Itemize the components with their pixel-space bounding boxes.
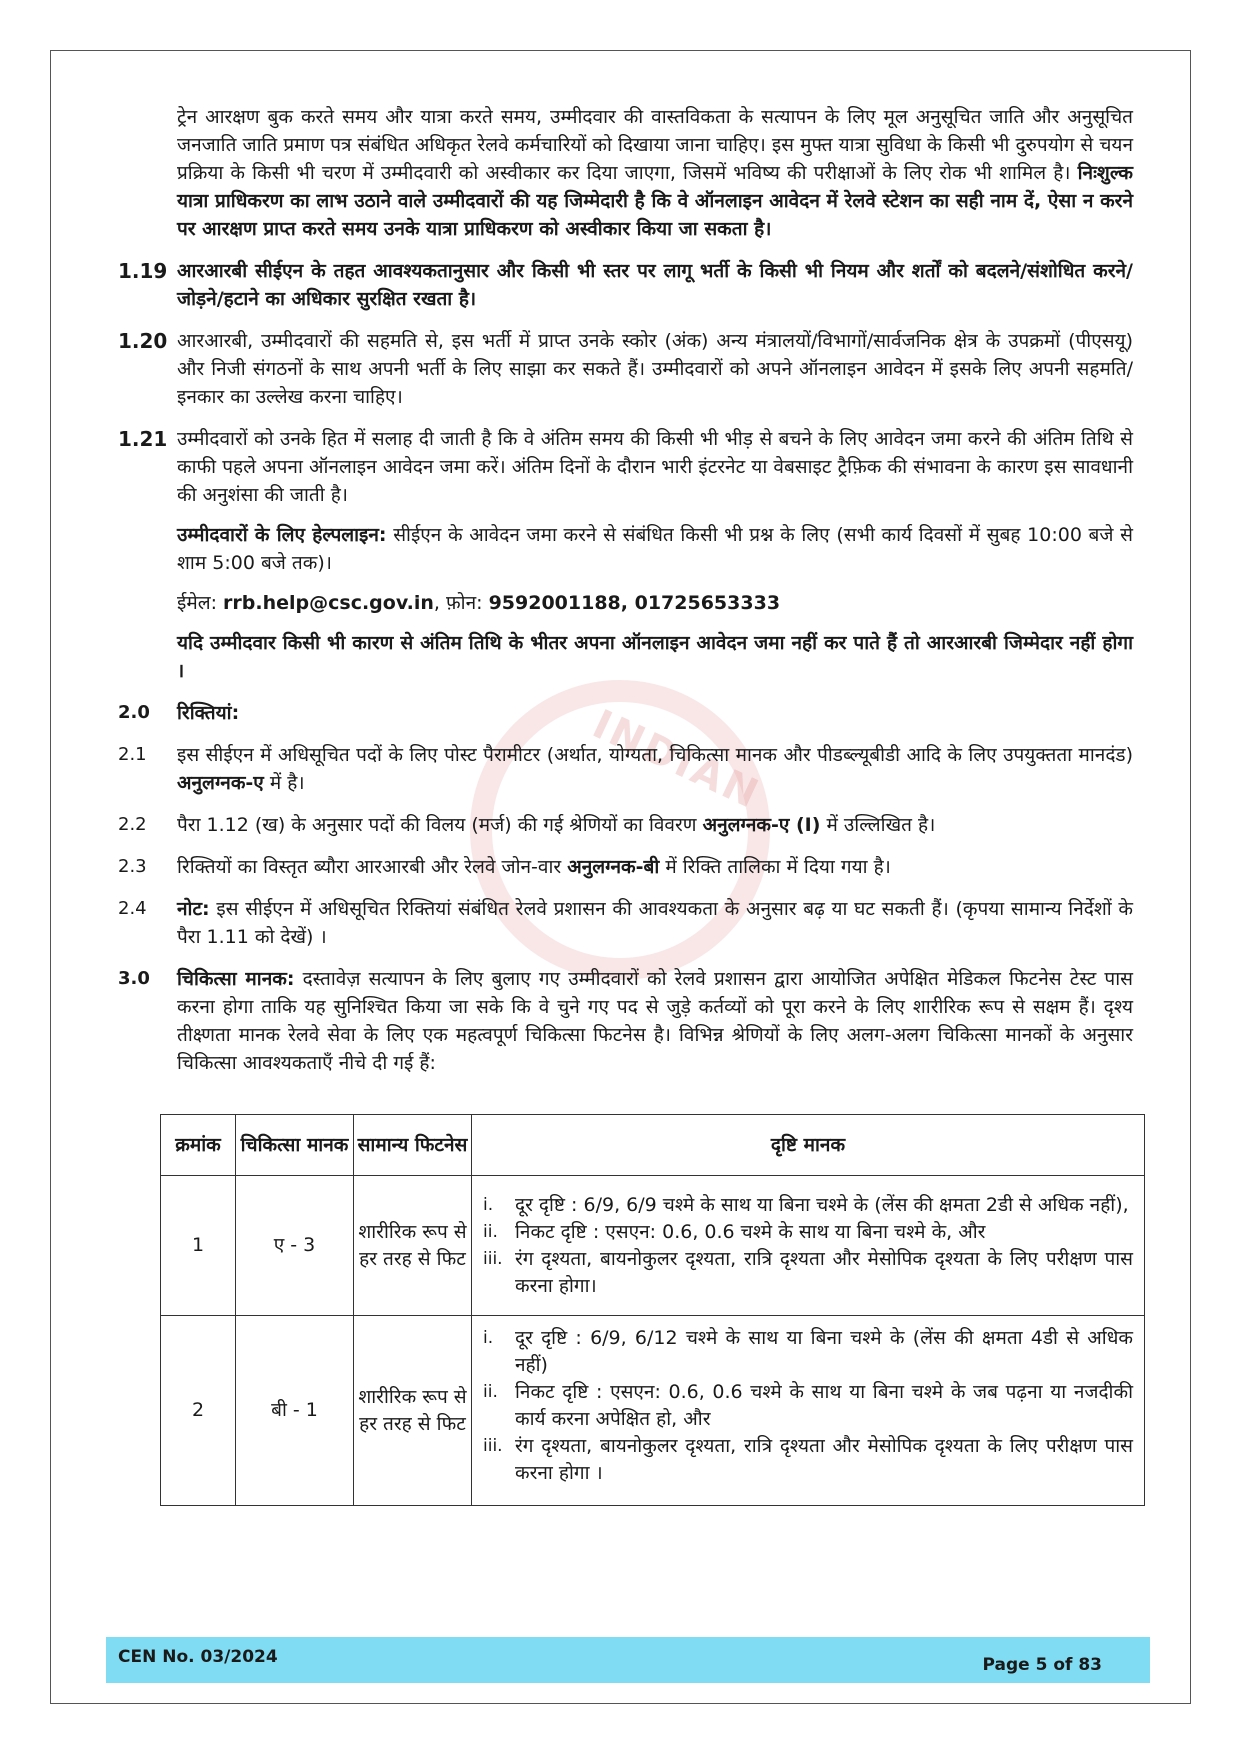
section-number: 2.1 [118, 744, 147, 765]
item-number: iii. [483, 1248, 503, 1269]
vision-item [483, 1433, 1133, 1487]
section-number: 1.19 [118, 259, 168, 283]
section-number: 2.3 [118, 856, 147, 877]
annexure-ref: अनुलग्नक-बी [567, 856, 660, 878]
cell-fitness: शारीरिक रूप से हर तरह से फिट [354, 1316, 472, 1506]
section-3-0 [118, 965, 1133, 1077]
section-1-21 [118, 425, 1133, 509]
section-number: 2.2 [118, 814, 147, 835]
table-row [161, 1316, 1145, 1506]
section-body [177, 811, 1133, 839]
section-number: 3.0 [118, 968, 150, 989]
cell-vision [472, 1176, 1145, 1316]
vision-item [483, 1192, 1133, 1219]
section-2-0 [118, 699, 1133, 727]
intro-bold-text: निःशुल्क यात्रा प्राधिकरण का लाभ उठाने वाले उम्मीदवारों की यह जिम्मेदारी है कि वे ऑनलाइन आवेदन में रेलवे स्टेशन का सही नाम दें, ऐसा न करने पर आरक्षण प्राप्त करते समय उनके यात्रा प्राधिकरण को अस्वीकार किया जा सकता है। [177, 162, 1133, 240]
section-tail: में उल्लिखित है। [826, 814, 936, 836]
helpline-text: सीईएन के आवेदन जमा करने से संबंधित किसी भी प्रश्न के लिए (सभी कार्य दिवसों में सुबह 10:00 बजे से शाम 5:00 बजे तक)। [177, 524, 1134, 574]
contact-paragraph [177, 589, 1133, 617]
email-label: ईमेल: [177, 592, 217, 614]
section-tail: में है। [269, 772, 305, 794]
vision-item [483, 1379, 1133, 1433]
vision-item [483, 1246, 1133, 1300]
section-1-20 [118, 327, 1133, 411]
cell-vision [472, 1316, 1145, 1506]
section-text: उम्मीदवारों को उनके हित में सलाह दी जाती है कि वे अंतिम समय की किसी भी भीड़ से बचने के लिए आवेदन जमा करने की अंतिम तिथि से काफी पहले अपना ऑनलाइन आवेदन जमा करें। अंतिम दिनों के दौरान भारी इंटरनेट या वेबसाइट ट्रैफ़िक की संभावना के कारण इस सावधानी की अनुशंसा की जाती है। [177, 428, 1133, 506]
item-text: दूर दृष्टि : 6/9, 6/9 चश्मे के साथ या बिना चश्मे के (लेंस की क्षमता 2डी से अधिक नहीं), [515, 1193, 1129, 1216]
item-number: iii. [483, 1436, 503, 1456]
item-text: रंग दृश्यता, बायनोकुलर दृश्यता, रात्रि दृश्यता और मेसोपिक दृश्यता के लिए परीक्षण पास करना होगा। [515, 1247, 1133, 1297]
item-number: i. [483, 1194, 494, 1215]
watermark-text: INDIAN [585, 701, 768, 819]
section-2-4 [118, 895, 1133, 951]
header-general-fitness: सामान्य फिटनेस [354, 1115, 472, 1176]
disclaimer-paragraph: यदि उम्मीदवार किसी भी कारण से अंतिम तिथि के भीतर अपना ऑनलाइन आवेदन जमा नहीं कर पाते हैं तो आरआरबी जिम्मेदार नहीं होगा । [177, 632, 1133, 682]
section-2-1 [118, 741, 1133, 797]
section-text: आरआरबी सीईएन के तहत आवश्यकतानुसार और किसी भी स्तर पर लागू भर्ती के किसी भी नियम और शर्तों को बदलने/संशोधित करने/जोड़ने/हटाने का अधिकार सुरक्षित रखता है। [177, 260, 1133, 310]
header-medical-standard: चिकित्सा मानक [236, 1115, 354, 1176]
section-text: पैरा 1.12 (ख) के अनुसार पदों की विलय (मर्ज) की गई श्रेणियों का विवरण [177, 814, 697, 836]
item-text: निकट दृष्टि : एसएन: 0.6, 0.6 चश्मे के साथ या बिना चश्मे के, और [515, 1220, 986, 1243]
section-number: 2.0 [118, 702, 150, 723]
header-vision-standard: दृष्टि मानक [472, 1115, 1145, 1176]
item-number: i. [483, 1328, 494, 1348]
section-number: 1.20 [118, 329, 168, 353]
section-2-2 [118, 811, 1133, 839]
section-body [177, 741, 1133, 797]
item-text: दूर दृष्टि : 6/9, 6/12 चश्मे के साथ या बिना चश्मे के (लेंस की क्षमता 4डी से अधिक नहीं) [515, 1327, 1133, 1376]
item-text: निकट दृष्टि : एसएन: 0.6, 0.6 चश्मे के साथ या बिना चश्मे के जब पढ़ना या नजदीकी कार्य करना अपेक्षित हो, और [515, 1381, 1133, 1430]
cen-number: CEN No. 03/2024 [118, 1647, 278, 1667]
section-title: रिक्तियां: [177, 702, 240, 724]
item-number: ii. [483, 1221, 498, 1242]
section-tail: में रिक्ति तालिका में दिया गया है। [665, 856, 891, 878]
header-sno: क्रमांक [161, 1115, 236, 1176]
table-header-row [161, 1115, 1145, 1176]
phone-numbers: 9592001188, 01725653333 [488, 592, 781, 614]
section-number: 1.21 [118, 427, 168, 451]
cell-standard: ए - 3 [236, 1176, 354, 1316]
item-text: रंग दृश्यता, बायनोकुलर दृश्यता, रात्रि दृश्यता और मेसोपिक दृश्यता के लिए परीक्षण पास करना होगा । [515, 1435, 1133, 1484]
table-row [161, 1176, 1145, 1316]
intro-paragraph [177, 103, 1133, 243]
cell-sno: 1 [161, 1176, 236, 1316]
email-link[interactable]: rrb.help@csc.gov.in [223, 592, 434, 614]
cell-fitness: शारीरिक रूप से हर तरह से फिट [354, 1176, 472, 1316]
section-text: आरआरबी, उम्मीदवारों की सहमति से, इस भर्ती में प्राप्त उनके स्कोर (अंक) अन्य मंत्रालयों/विभागों/सार्वजनिक क्षेत्र के उपक्रमों (पीएसयू) और निजी संगठनों के साथ अपनी भर्ती के लिए साझा कर सकते हैं। उम्मीदवारों को अपने ऑनलाइन आवेदन में इसके लिए अपनी सहमति/इनकार का उल्लेख करना चाहिए। [177, 330, 1133, 408]
section-text: दस्तावेज़ सत्यापन के लिए बुलाए गए उम्मीदवारों को रेलवे प्रशासन द्वारा आयोजित अपेक्षित मेडिकल फिटनेस टेस्ट पास करना होगा ताकि यह सुनिश्चित किया जा सके कि वे चुने गए पद से जुड़े कर्तव्यों को पूरा करने के लिए शारीरिक रूप से सक्षम हैं। दृश्य तीक्ष्णता मानक रेलवे सेवा के लिए एक महत्वपूर्ण चिकित्सा फिटनेस है। विभिन्न श्रेणियों के लिए अलग-अलग चिकित्सा मानकों के अनुसार चिकित्सा आवश्यकताएँ नीचे दी गई हैं: [177, 968, 1133, 1074]
section-title: चिकित्सा मानक: [177, 968, 295, 990]
section-number: 2.4 [118, 898, 147, 919]
intro-text: ट्रेन आरक्षण बुक करते समय और यात्रा करते समय, उम्मीदवार की वास्तविकता के सत्यापन के लिए मूल अनुसूचित जाति और अनुसूचित जनजाति जाति प्रमाण पत्र संबंधित अधिकृत रेलवे कर्मचारियों को दिखाया जाना चाहिए। इस मुफ्त यात्रा सुविधा के किसी भी दुरुपयोग से चयन प्रक्रिया के किसी भी चरण में उम्मीदवारी को अस्वीकार कर दिया जाएगा, जिसमें भविष्य की परीक्षाओं के लिए रोक भी शामिल है। [177, 106, 1133, 184]
helpline-paragraph [177, 521, 1133, 577]
section-text: इस सीईएन में अधिसूचित पदों के लिए पोस्ट पैरामीटर (अर्थात, योग्यता, चिकित्सा मानक और पीडब्ल्यूबीडी आदि के लिए उपयुक्तता मानदंड) [177, 744, 1133, 766]
note-label: नोट: [177, 898, 210, 920]
item-number: ii. [483, 1382, 498, 1402]
vision-item [483, 1325, 1133, 1379]
section-2-3 [118, 853, 1133, 881]
page-number: Page 5 of 83 [982, 1655, 1102, 1675]
section-body [177, 895, 1133, 951]
medical-standards-table [160, 1114, 1145, 1506]
section-1-19 [118, 257, 1133, 313]
section-body [177, 853, 1133, 881]
cell-standard: बी - 1 [236, 1316, 354, 1506]
vision-item [483, 1219, 1133, 1246]
phone-label: , फ़ोन: [433, 592, 483, 614]
section-text: रिक्तियों का विस्तृत ब्यौरा आरआरबी और रेलवे जोन-वार [177, 856, 562, 878]
document-body [118, 103, 1133, 1077]
helpline-label: उम्मीदवारों के लिए हेल्पलाइन: [177, 524, 387, 546]
section-text: इस सीईएन में अधिसूचित रिक्तियां संबंधित रेलवे प्रशासन की आवश्यकता के अनुसार बढ़ या घट सकती हैं। (कृपया सामान्य निर्देशों के पैरा 1.11 को देखें) । [177, 898, 1133, 948]
section-body [177, 965, 1133, 1077]
annexure-ref: अनुलग्नक-ए (I) [702, 814, 821, 836]
annexure-ref: अनुलग्नक-ए [177, 772, 264, 794]
cell-sno: 2 [161, 1316, 236, 1506]
page-footer [106, 1637, 1150, 1683]
